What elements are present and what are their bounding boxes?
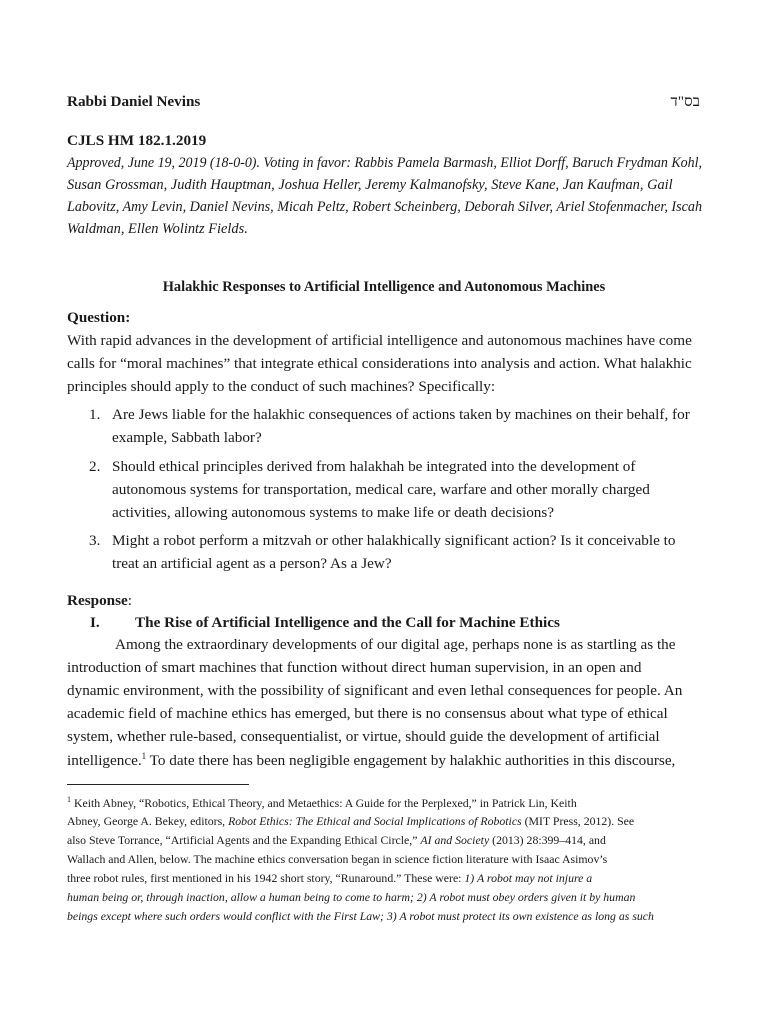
document-title: Halakhic Responses to Artificial Intelligence and Autonomous Machines <box>162 279 606 295</box>
footnote-line <box>67 871 592 886</box>
paragraph-line: dynamic environment, with the possibility of significant and even lethal consequences for people. An <box>67 682 683 699</box>
question-line: principles should apply to the conduct of such machines? Specifically: <box>67 378 496 395</box>
paragraph-text: To date there has been negligible engagement by halakhic authorities in this discourse, <box>146 752 676 770</box>
list-item-line: Should ethical principles derived from halakhah be integrated into the development of <box>112 458 636 475</box>
footnote-text: (MIT Press, 2012). See <box>521 814 635 828</box>
section-title: The Rise of Artificial Intelligence and the Call for Machine Ethics <box>135 614 560 631</box>
list-item-line: Might a robot perform a mitzvah or other halakhically significant action? Is it conceivable to <box>112 532 676 549</box>
approval-line: Labovitz, Amy Levin, Daniel Nevins, Micah Peltz, Robert Scheinberg, Deborah Silver, Ariel Stofenmacher, Iscah <box>67 199 703 215</box>
footnote-mark: 1 <box>67 795 71 804</box>
journal-title: AI and Society <box>420 833 490 847</box>
footnote-separator <box>67 784 249 785</box>
footnote-text: also Steve Torrance, “Artificial Agents and the Expanding Ethical Circle,” <box>67 833 421 847</box>
list-item-line: treat an artificial agent as a person? As a Jew? <box>112 555 392 572</box>
response-label: Response <box>67 592 128 609</box>
paragraph-line <box>67 751 675 770</box>
approval-line: Waldman, Ellen Wolintz Fields. <box>67 221 248 237</box>
book-title: Robot Ethics: The Ethical and Social Implications of Robotics <box>228 814 522 828</box>
list-item-line: Are Jews liable for the halakhic consequences of actions taken by machines on their behalf, for <box>112 406 690 423</box>
question-line: calls for “moral machines” that integrate ethical considerations into analysis and action. What halakhic <box>67 355 692 372</box>
paragraph-line: introduction of smart machines that function without direct human supervision, in an open and <box>67 659 642 676</box>
footnote-text: Keith Abney, “Robotics, Ethical Theory, and Metaethics: A Guide for the Perplexed,” in Patrick Lin, Keith <box>71 795 577 810</box>
footnote-line: human being or, through inaction, allow a human being to come to harm; 2) A robot must obey orders given it by human <box>67 890 636 904</box>
footnote-text: (2013) 28:399–414, and <box>489 833 606 847</box>
document-id: CJLS HM 182.1.2019 <box>67 132 207 149</box>
list-number: 1. <box>89 406 101 423</box>
list-number: 3. <box>89 532 101 549</box>
list-item-line: activities, allowing autonomous systems to make life or death decisions? <box>112 504 555 521</box>
footnote-text: Abney, George A. Bekey, editors, <box>67 814 229 828</box>
author-name: Rabbi Daniel Nevins <box>67 93 201 110</box>
list-item-line: autonomous systems for transportation, medical care, warfare and other morally charged <box>112 481 650 498</box>
paragraph-line: system, whether rule-based, consequentialist, or virtue, should guide the development of artificial <box>67 728 660 745</box>
question-label: Question: <box>67 309 131 326</box>
paragraph-line: Among the extraordinary developments of our digital age, perhaps none is as startling as the <box>115 636 676 653</box>
paragraph-line: academic field of machine ethics has emerged, but there is no consensus about what type of ethical <box>67 705 668 722</box>
response-heading <box>67 592 132 610</box>
bsd-mark: בס"ד <box>670 93 700 110</box>
footnote-italic-text: 1) A robot may not injure a <box>464 871 593 885</box>
footnote-line: beings except where such orders would conflict with the First Law; 3) A robot must protect its own existence as long as such <box>67 909 654 923</box>
paragraph-text: intelligence. <box>67 752 142 770</box>
approval-line: Susan Grossman, Judith Hauptman, Joshua Heller, Jeremy Kalmanofsky, Steve Kane, Jan Kaufman, Gail <box>67 177 673 193</box>
footnote-line: Wallach and Allen, below. The machine ethics conversation began in science fiction literature with Isaac Asimov’s <box>67 852 608 866</box>
list-item-line: example, Sabbath labor? <box>112 429 262 446</box>
footnote-reference[interactable]: 1 <box>141 751 147 761</box>
footnote-line <box>67 833 606 848</box>
approval-line: Approved, June 19, 2019 (18-0-0). Voting in favor: Rabbis Pamela Barmash, Elliot Dorff, Baruch Frydman Kohl, <box>67 155 702 171</box>
footnote-text: three robot rules, first mentioned in his 1942 short story, “Runaround.” These were: <box>67 871 465 885</box>
question-line: With rapid advances in the development of artificial intelligence and autonomous machines have come <box>67 332 692 349</box>
response-colon: : <box>127 592 132 609</box>
list-number: 2. <box>89 458 101 475</box>
footnote-line <box>67 795 577 811</box>
section-number: I. <box>90 614 100 631</box>
footnote-line <box>67 814 634 829</box>
